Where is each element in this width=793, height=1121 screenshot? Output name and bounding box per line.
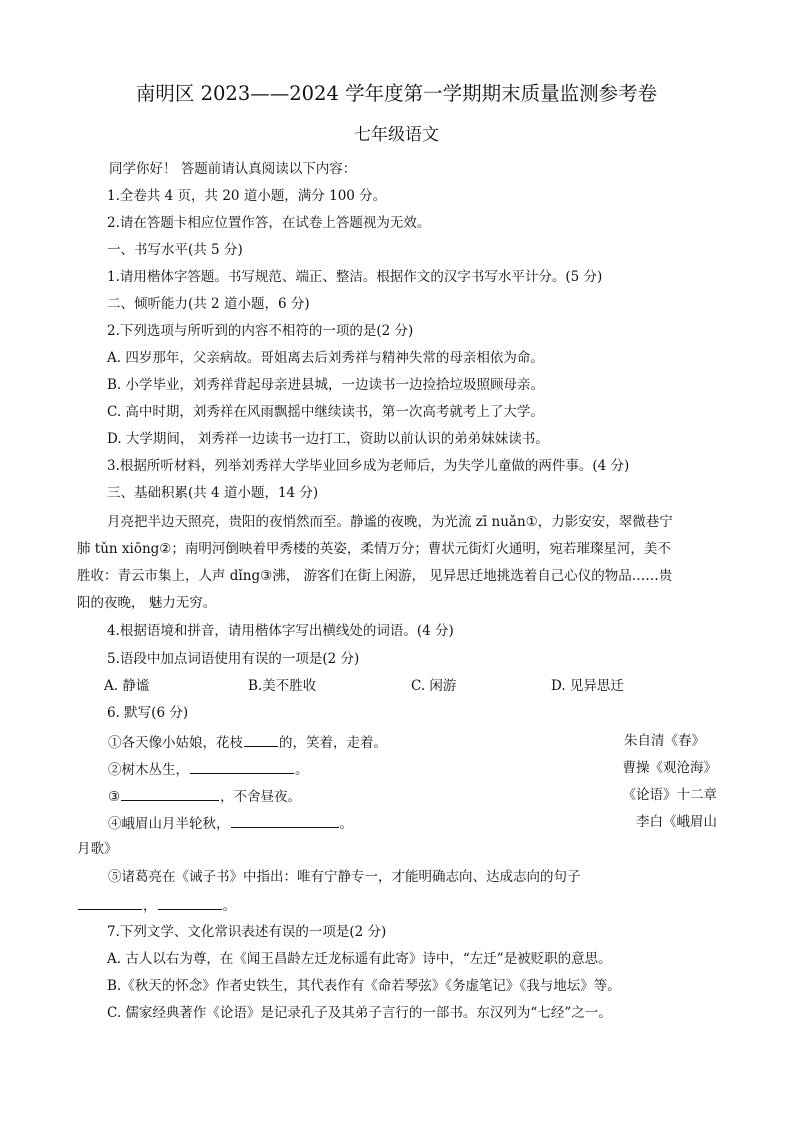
recite-3-part-a: ③ [108, 789, 121, 805]
question-1: 1.请用楷体字答题。书写规范、端正、整洁。根据作文的汉字书写水平计分。(5 分) [107, 269, 603, 285]
question-2-option-d: D. 大学期间， 刘秀祥一边读书一边打工，资助以前认识的弟弟妹妹读书。 [107, 431, 549, 447]
question-5-option-d: D. 见异思迁 [551, 678, 624, 694]
question-2-option-a: A. 四岁那年，父亲病故。哥姐离去后刘秀祥与精神失常的母亲相依为命。 [107, 350, 544, 366]
recite-4-part-a: ④峨眉山月半轮秋， [108, 816, 230, 832]
question-7: 7.下列文学、文化常识表述有误的一项是(2 分) [107, 924, 387, 940]
recite-line-5-blanks: ， 。 [77, 895, 236, 915]
recite-source-3: 《论语》十二章 [622, 787, 717, 803]
question-4: 4.根据语境和拼音，请用楷体字写出横线处的词语。(4 分) [107, 623, 454, 639]
passage-line-1: 月亮把半边天照亮，贵阳的夜悄然而至。静谧的夜晚，为光流 zī nuǎn①，力影安安，翠微巷宁 [107, 514, 673, 530]
question-2-option-c: C. 高中时期，刘秀祥在风雨飘摇中继续读书，第一次高考就考上了大学。 [107, 404, 544, 420]
blank [244, 732, 278, 747]
blank [78, 895, 142, 910]
question-5-option-a: A. 静谧 [104, 678, 150, 694]
question-2-option-b: B. 小学毕业，刘秀祥背起母亲进县城，一边读书一边捡拾垃圾照顾母亲。 [107, 377, 545, 393]
recite-1-part-a: ①各天像小姑娘，花枝 [108, 735, 243, 751]
recite-2-part-b: 。 [295, 762, 309, 778]
notice-item-2: 2.请在答题卡相应位置作答，在试卷上答题视为无效。 [107, 215, 431, 231]
recite-line-5: ⑤诸葛亮在《诫子书》中指出：唯有宁静专一，才能明确志向、达成志向的句子 [108, 869, 581, 885]
passage-line-3: 胜收：青云市集上，人声 dǐng③沸， 游客们在街上闲游， 见异思迁地挑选着自己心仪的物品……贵 [77, 568, 673, 584]
recite-1-part-b: 的，笑着，走着。 [279, 735, 387, 751]
notice-intro: 同学你好！ 答题前请认真阅读以下内容： [109, 161, 357, 177]
question-2: 2.下列选项与所听到的内容不相符的一项的是(2 分) [107, 323, 414, 339]
section-1-heading: 一、书写水平(共 5 分) [107, 242, 243, 258]
passage-line-2: 肺 tǔn xiōng②；南明河倒映着甲秀楼的英姿，柔情万分；曹状元街灯火通明，宛若璀璨星河，美不 [77, 541, 671, 557]
blank [190, 759, 294, 774]
page-subtitle: 七年级语文 [354, 125, 439, 145]
question-6: 6. 默写(6 分) [107, 705, 189, 721]
question-7-option-c: C. 儒家经典著作《论语》是记录孔子及其弟子言行的一部书。东汉列为“七经”之一。 [107, 1005, 612, 1021]
recite-line-4 [108, 813, 353, 833]
question-7-option-a: A. 古人以右为尊，在《闻王昌龄左迁龙标遥有此寄》诗中，“左迁”是被贬职的意思。 [107, 951, 612, 967]
recite-source-4: 李白《峨眉山 [636, 814, 717, 830]
recite-source-4-cont: 月歌》 [77, 841, 118, 857]
recite-source-2: 曹操《观沧海》 [622, 760, 717, 776]
recite-line-3 [108, 786, 301, 806]
question-5: 5.语段中加点词语使用有误的一项是(2 分) [107, 651, 360, 667]
blank [158, 895, 222, 910]
passage-line-4: 阳的夜晚， 魅力无穷。 [77, 595, 217, 611]
question-5-option-c: C. 闲游 [411, 678, 457, 694]
recite-line-2 [108, 759, 309, 779]
recite-5-sep: ， [143, 898, 157, 914]
blank [121, 786, 219, 801]
recite-4-part-b: 。 [339, 816, 353, 832]
question-5-option-b: B.美不胜收 [248, 678, 317, 694]
recite-line-1 [108, 732, 387, 752]
notice-item-1: 1.全卷共 4 页，共 20 道小题，满分 100 分。 [107, 188, 387, 204]
blank [231, 813, 339, 828]
section-3-heading: 三、基础积累(共 4 道小题，14 分) [107, 485, 319, 501]
question-3: 3.根据所听材料，列举刘秀祥大学毕业回乡成为老师后，为失学儿童做的两件事。(4 分) [107, 458, 630, 474]
recite-2-part-a: ②树木丛生， [108, 762, 189, 778]
question-7-option-b: B.《秋天的怀念》作者史铁生，其代表作有《命若琴弦》《务虚笔记》《我与地坛》等。 [107, 978, 621, 994]
section-2-heading: 二、倾听能力(共 2 道小题，6 分) [107, 296, 310, 312]
recite-3-part-b: ，不舍昼夜。 [220, 789, 302, 805]
recite-source-1: 朱自清《春》 [624, 733, 705, 749]
page-title: 南明区 2023——2024 学年度第一学期期末质量监测参考卷 [135, 82, 658, 105]
